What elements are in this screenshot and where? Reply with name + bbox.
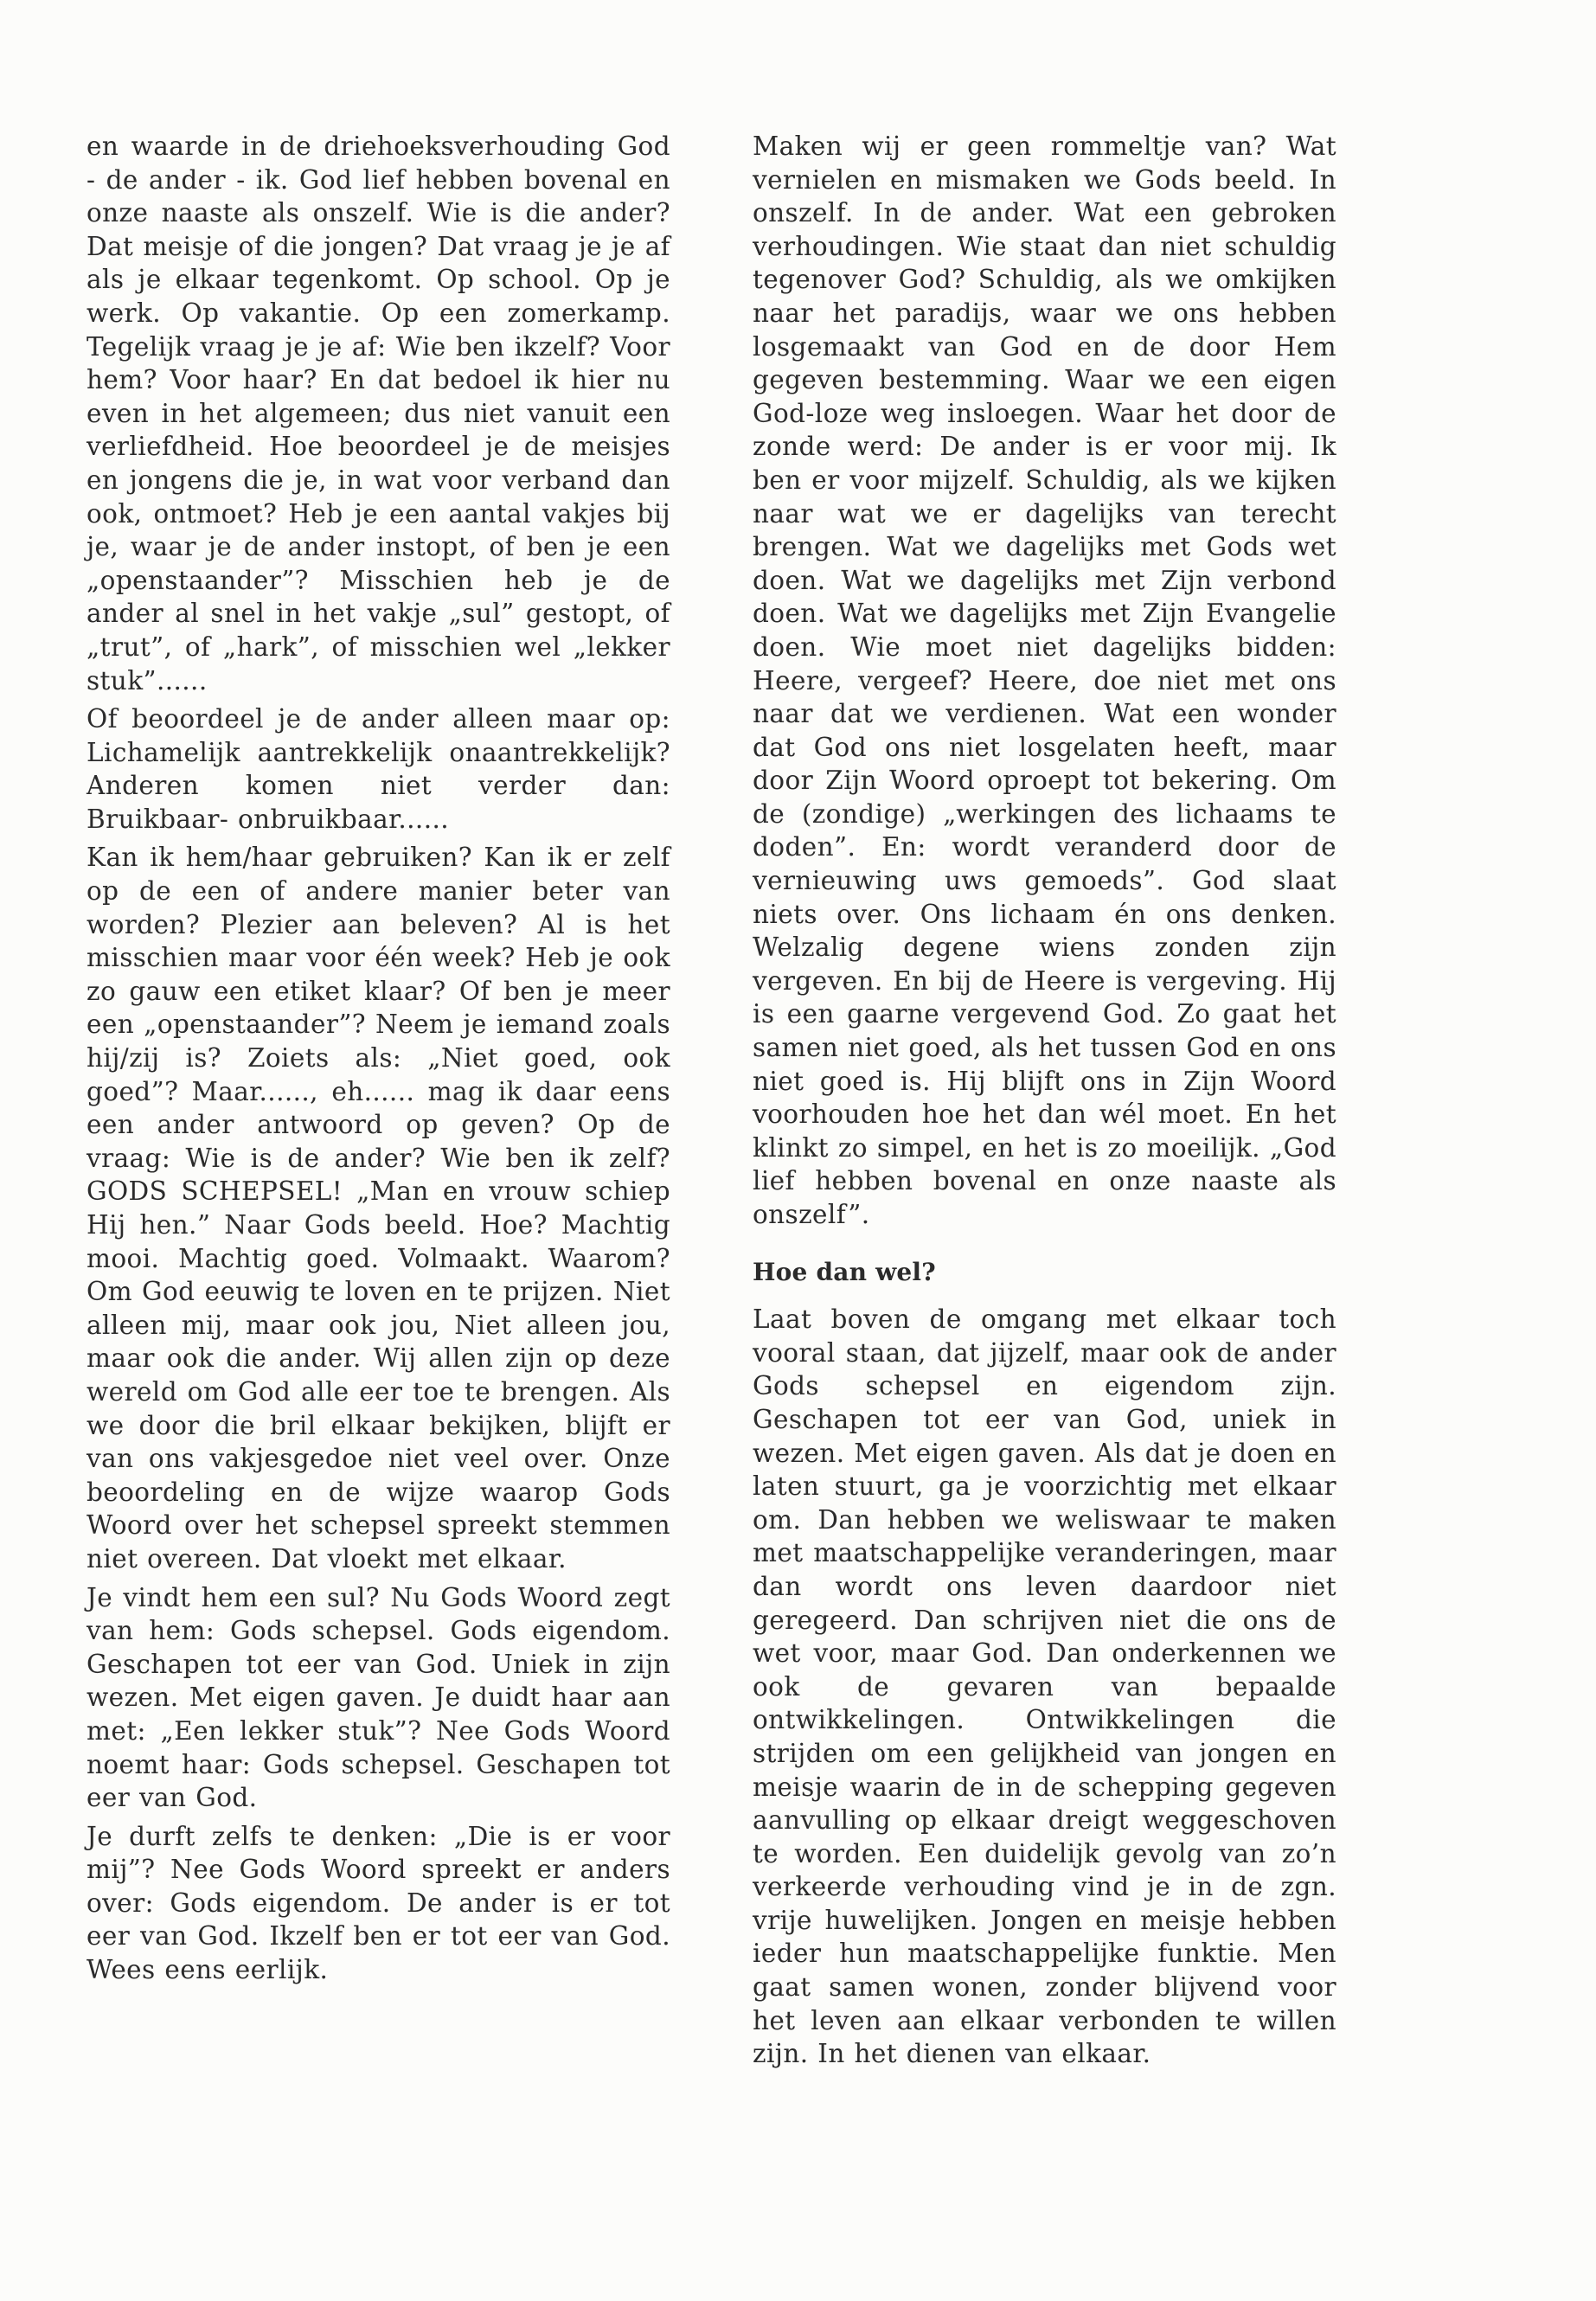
paragraph: Je durft zelfs te denken: „Die is er voor mij”? Nee Gods Woord spreekt er anders over: Gods eigendom. De ander is er tot eer van God. Ikzelf ben er tot eer van God. Wees eens eerlijk. — [87, 1821, 670, 1985]
paragraph: Je vindt hem een sul? Nu Gods Woord zegt van hem: Gods schepsel. Gods eigendom. Geschapen tot eer van God. Uniek in zijn wezen. Met eigen gaven. Je duidt haar aan met: „Een lekker stuk”? Nee Gods Woord noemt haar: Gods schepsel. Geschapen tot eer van God. — [87, 1582, 670, 1813]
paragraph: en waarde in de driehoeksverhouding God - de ander - ik. God lief hebben bovenal en onze naaste als onszelf. Wie is die ander? Dat meisje of die jongen? Dat vraag je je af als je elkaar tegenkomt. Op school. Op je werk. Op vakantie. Op een zomerkamp. Tegelijk vraag je je af: Wie ben ikzelf? Voor hem? Voor haar? En dat bedoel ik hier nu even in het algemeen; dus niet vanuit een verliefdheid. Hoe beoordeel je de meisjes en jongens die je, in wat voor verband dan ook, ontmoet? Heb je een aantal vakjes bij je, waar je de ander instopt, of ben je een „openstaander”? Misschien heb je de ander al snel in het vakje „sul” gestopt, of „trut”, of „hark”, of misschien wel „lekker stuk”...... — [87, 131, 670, 695]
paragraph: Of beoordeel je de ander alleen maar op: Lichamelijk aantrekkelijk onaantrekkelijk? Anderen komen niet verder dan: Bruikbaar- onbruikbaar...... — [87, 704, 670, 834]
right-column — [753, 130, 1336, 2076]
section-heading: Hoe dan wel? — [753, 1257, 936, 1286]
left-column — [87, 130, 670, 1992]
paragraph: Kan ik hem/haar gebruiken? Kan ik er zelf op de een of andere manier beter van worden? Plezier aan beleven? Al is het misschien maar voor één week? Heb je ook zo gauw een etiket klaar? Of ben je meer een „openstaander”? Neem je iemand zoals hij/zij is? Zoiets als: „Niet goed, ook goed”? Maar......, eh...... mag ik daar eens een ander antwoord op geven? Op de vraag: Wie is de ander? Wie ben ik zelf? GODS SCHEPSEL! „Man en vrouw schiep Hij hen.” Naar Gods beeld. Hoe? Machtig mooi. Machtig goed. Volmaakt. Waarom? Om God eeuwig te loven en te prijzen. Niet alleen mij, maar ook jou, Niet alleen jou, maar ook die ander. Wij allen zijn op deze wereld om God alle eer toe te brengen. Als we door die bril elkaar bekijken, blijft er van ons vakjesgedoe niet veel over. Onze beoordeling en de wijze waarop Gods Woord over het schepsel spreekt stemmen niet overeen. Dat vloekt met elkaar. — [87, 843, 670, 1574]
paragraph: Laat boven de omgang met elkaar toch vooral staan, dat jijzelf, maar ook de ander Gods schepsel en eigendom zijn. Geschapen tot eer van God, uniek in wezen. Met eigen gaven. Als dat je doen en laten stuurt, ga je voorzichtig met elkaar om. Dan hebben we weliswaar te maken met maatschappelijke veranderingen, maar dan wordt ons leven daardoor niet geregeerd. Dan schrijven niet die ons de wet voor, maar God. Dan onderkennen we ook de gevaren van bepaalde ontwikkelingen. Ontwikkelingen die strijden om een gelijkheid van jongen en meisje waarin de in de schepping gegeven aanvulling op elkaar dreigt weggeschoven te worden. Een duidelijk gevolg van zo’n verkeerde verhouding vind je in de zgn. vrije huwelijken. Jongen en meisje hebben ieder hun maatschappelijke funktie. Men gaat samen wonen, zonder blijvend voor het leven aan elkaar verbonden te willen zijn. In het dienen van elkaar. — [753, 1304, 1336, 2069]
paragraph: Maken wij er geen rommeltje van? Wat vernielen en mismaken we Gods beeld. In onszelf. In de ander. Wat een gebroken verhoudingen. Wie staat dan niet schuldig tegenover God? Schuldig, als we omkijken naar het paradijs, waar we ons hebben losgemaakt van God en de door Hem gegeven bestemming. Waar we een eigen God-loze weg insloegen. Waar het door de zonde werd: De ander is er voor mij. Ik ben er voor mijzelf. Schuldig, als we kijken naar wat we er dagelijks van terecht brengen. Wat we dagelijks met Gods wet doen. Wat we dagelijks met Zijn verbond doen. Wat we dagelijks met Zijn Evangelie doen. Wie moet niet dagelijks bidden: Heere, vergeef? Heere, doe niet met ons naar dat we verdienen. Wat een wonder dat God ons niet losgelaten heeft, maar door Zijn Woord oproept tot bekering. Om de (zondige) „werkingen des lichaams te doden”. En: wordt veranderd door de vernieuwing uws gemoeds”. God slaat niets over. Ons lichaam én ons denken. Welzalig degene wiens zonden zijn vergeven. En bij de Heere is vergeving. Hij is een gaarne vergevend God. Zo gaat het samen niet goed, als het tussen God en ons niet goed is. Hij blijft ons in Zijn Woord voorhouden hoe het dan wél moet. En het klinkt zo simpel, en het is zo moeilijk. „God lief hebben bovenal en onze naaste als onszelf”. — [753, 131, 1336, 1229]
